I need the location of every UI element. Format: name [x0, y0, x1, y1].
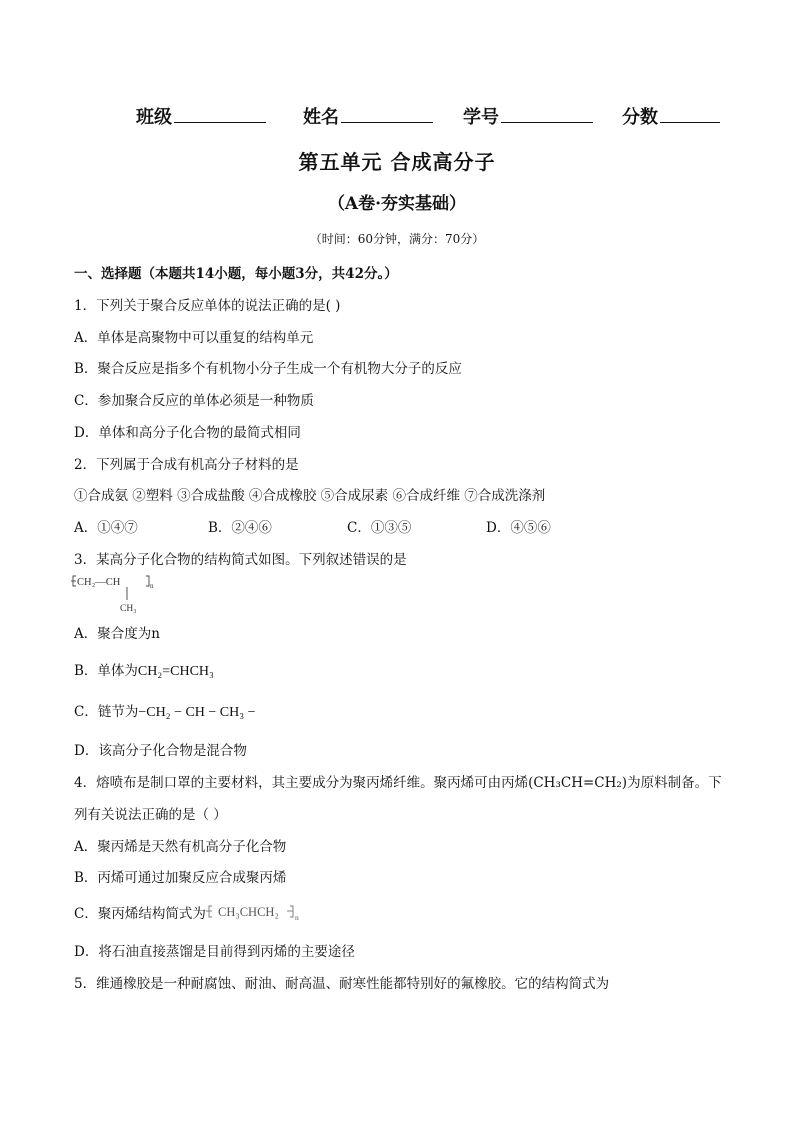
option-c-prefix: C．链节为	[74, 704, 139, 720]
formula-n: n	[295, 913, 299, 922]
option-c-prefix: C．聚丙烯结构简式为	[74, 906, 206, 922]
question-2-option-c: C．①③⑤	[347, 520, 412, 536]
formula-n: n	[150, 582, 154, 590]
score-blank[interactable]	[660, 104, 720, 123]
option-b-prefix: B．单体为	[74, 663, 138, 679]
right-bracket	[146, 576, 149, 586]
student-id-label: 学号	[463, 107, 499, 128]
question-4-option-c	[74, 902, 206, 922]
formula-text: CH₃CHCH₂	[218, 905, 279, 919]
question-4-option-b: B．丙烯可通过加聚反应合成聚丙烯	[74, 870, 287, 886]
question-1-option-a: A．单体是高聚物中可以重复的结构单元	[74, 330, 314, 346]
student-id-blank[interactable]	[501, 104, 593, 123]
question-2-option-d: D．④⑤⑥	[486, 520, 551, 536]
question-1-option-b: B．聚合反应是指多个有机物小分子生成一个有机物大分子的反应	[74, 361, 462, 377]
question-4-option-d: D．将石油直接蒸馏是目前得到丙烯的主要途径	[74, 944, 355, 960]
score-label: 分数	[622, 107, 658, 128]
question-4-option-a: A．聚丙烯是天然有机高分子化合物	[74, 839, 287, 855]
question-1-option-d: D．单体和高分子化合物的最简式相同	[74, 425, 301, 441]
question-1-option-c: C．参加聚合反应的单体必须是一种物质	[74, 393, 314, 409]
question-3-option-d: D．该高分子化合物是混合物	[74, 743, 247, 759]
name-blank[interactable]	[341, 104, 433, 123]
time-info: （时间：60分钟，满分：70分）	[309, 232, 485, 246]
question-1-stem: 1．下列关于聚合反应单体的说法正确的是( )	[74, 298, 341, 314]
formula-branch: CH₃	[120, 604, 137, 614]
polypropylene-structure-formula	[70, 570, 170, 616]
question-4-stem-line-2: 列有关说法正确的是（ ）	[74, 807, 227, 823]
right-bracket	[290, 906, 293, 917]
left-bracket	[209, 906, 212, 917]
question-2-option-a: A．①④⑦	[74, 520, 138, 536]
question-3-option-c	[74, 700, 256, 721]
question-4-stem-line-1: 4．熔喷布是制口罩的主要材料，其主要成分为聚丙烯纤维。聚丙烯可由丙烯(CH₃CH=CH₂)为原料制备。下	[74, 775, 722, 791]
question-2-option-b: B．②④⑥	[208, 520, 272, 536]
chain-unit-formula: −CH₂ − CH − CH₃ −	[138, 705, 256, 720]
question-3-option-b	[74, 659, 214, 680]
question-3-stem: 3．某高分子化合物的结构简式如图。下列叙述错误的是	[74, 552, 407, 568]
question-2-items: ①合成氨 ②塑料 ③合成盐酸 ④合成橡胶 ⑤合成尿素 ⑥合成纤维 ⑦合成洗涤剂	[74, 488, 546, 504]
monomer-formula: CH₂=CHCH₃	[137, 664, 214, 679]
class-label: 班级	[136, 107, 172, 128]
question-2-stem: 2．下列属于合成有机高分子材料的是	[74, 457, 299, 473]
question-5-stem: 5．维通橡胶是一种耐腐蚀、耐油、耐高温、耐寒性能都特别好的氟橡胶。它的结构简式为	[74, 976, 610, 992]
class-field	[136, 103, 266, 129]
section-heading: 一、选择题（本题共14小题，每小题3分，共42分。）	[74, 266, 398, 282]
page-title: 第五单元 合成高分子	[298, 150, 496, 174]
page-subtitle: （A卷·夯实基础）	[327, 194, 467, 214]
student-id-field	[463, 103, 593, 129]
question-3-option-a: A．聚合度为n	[74, 626, 160, 642]
score-field	[622, 103, 720, 129]
formula-main-text: CH₂—CH	[77, 577, 121, 588]
class-blank[interactable]	[174, 104, 266, 123]
name-field	[303, 103, 433, 129]
polypropylene-formula-image	[206, 900, 306, 924]
name-label: 姓名	[303, 107, 339, 128]
